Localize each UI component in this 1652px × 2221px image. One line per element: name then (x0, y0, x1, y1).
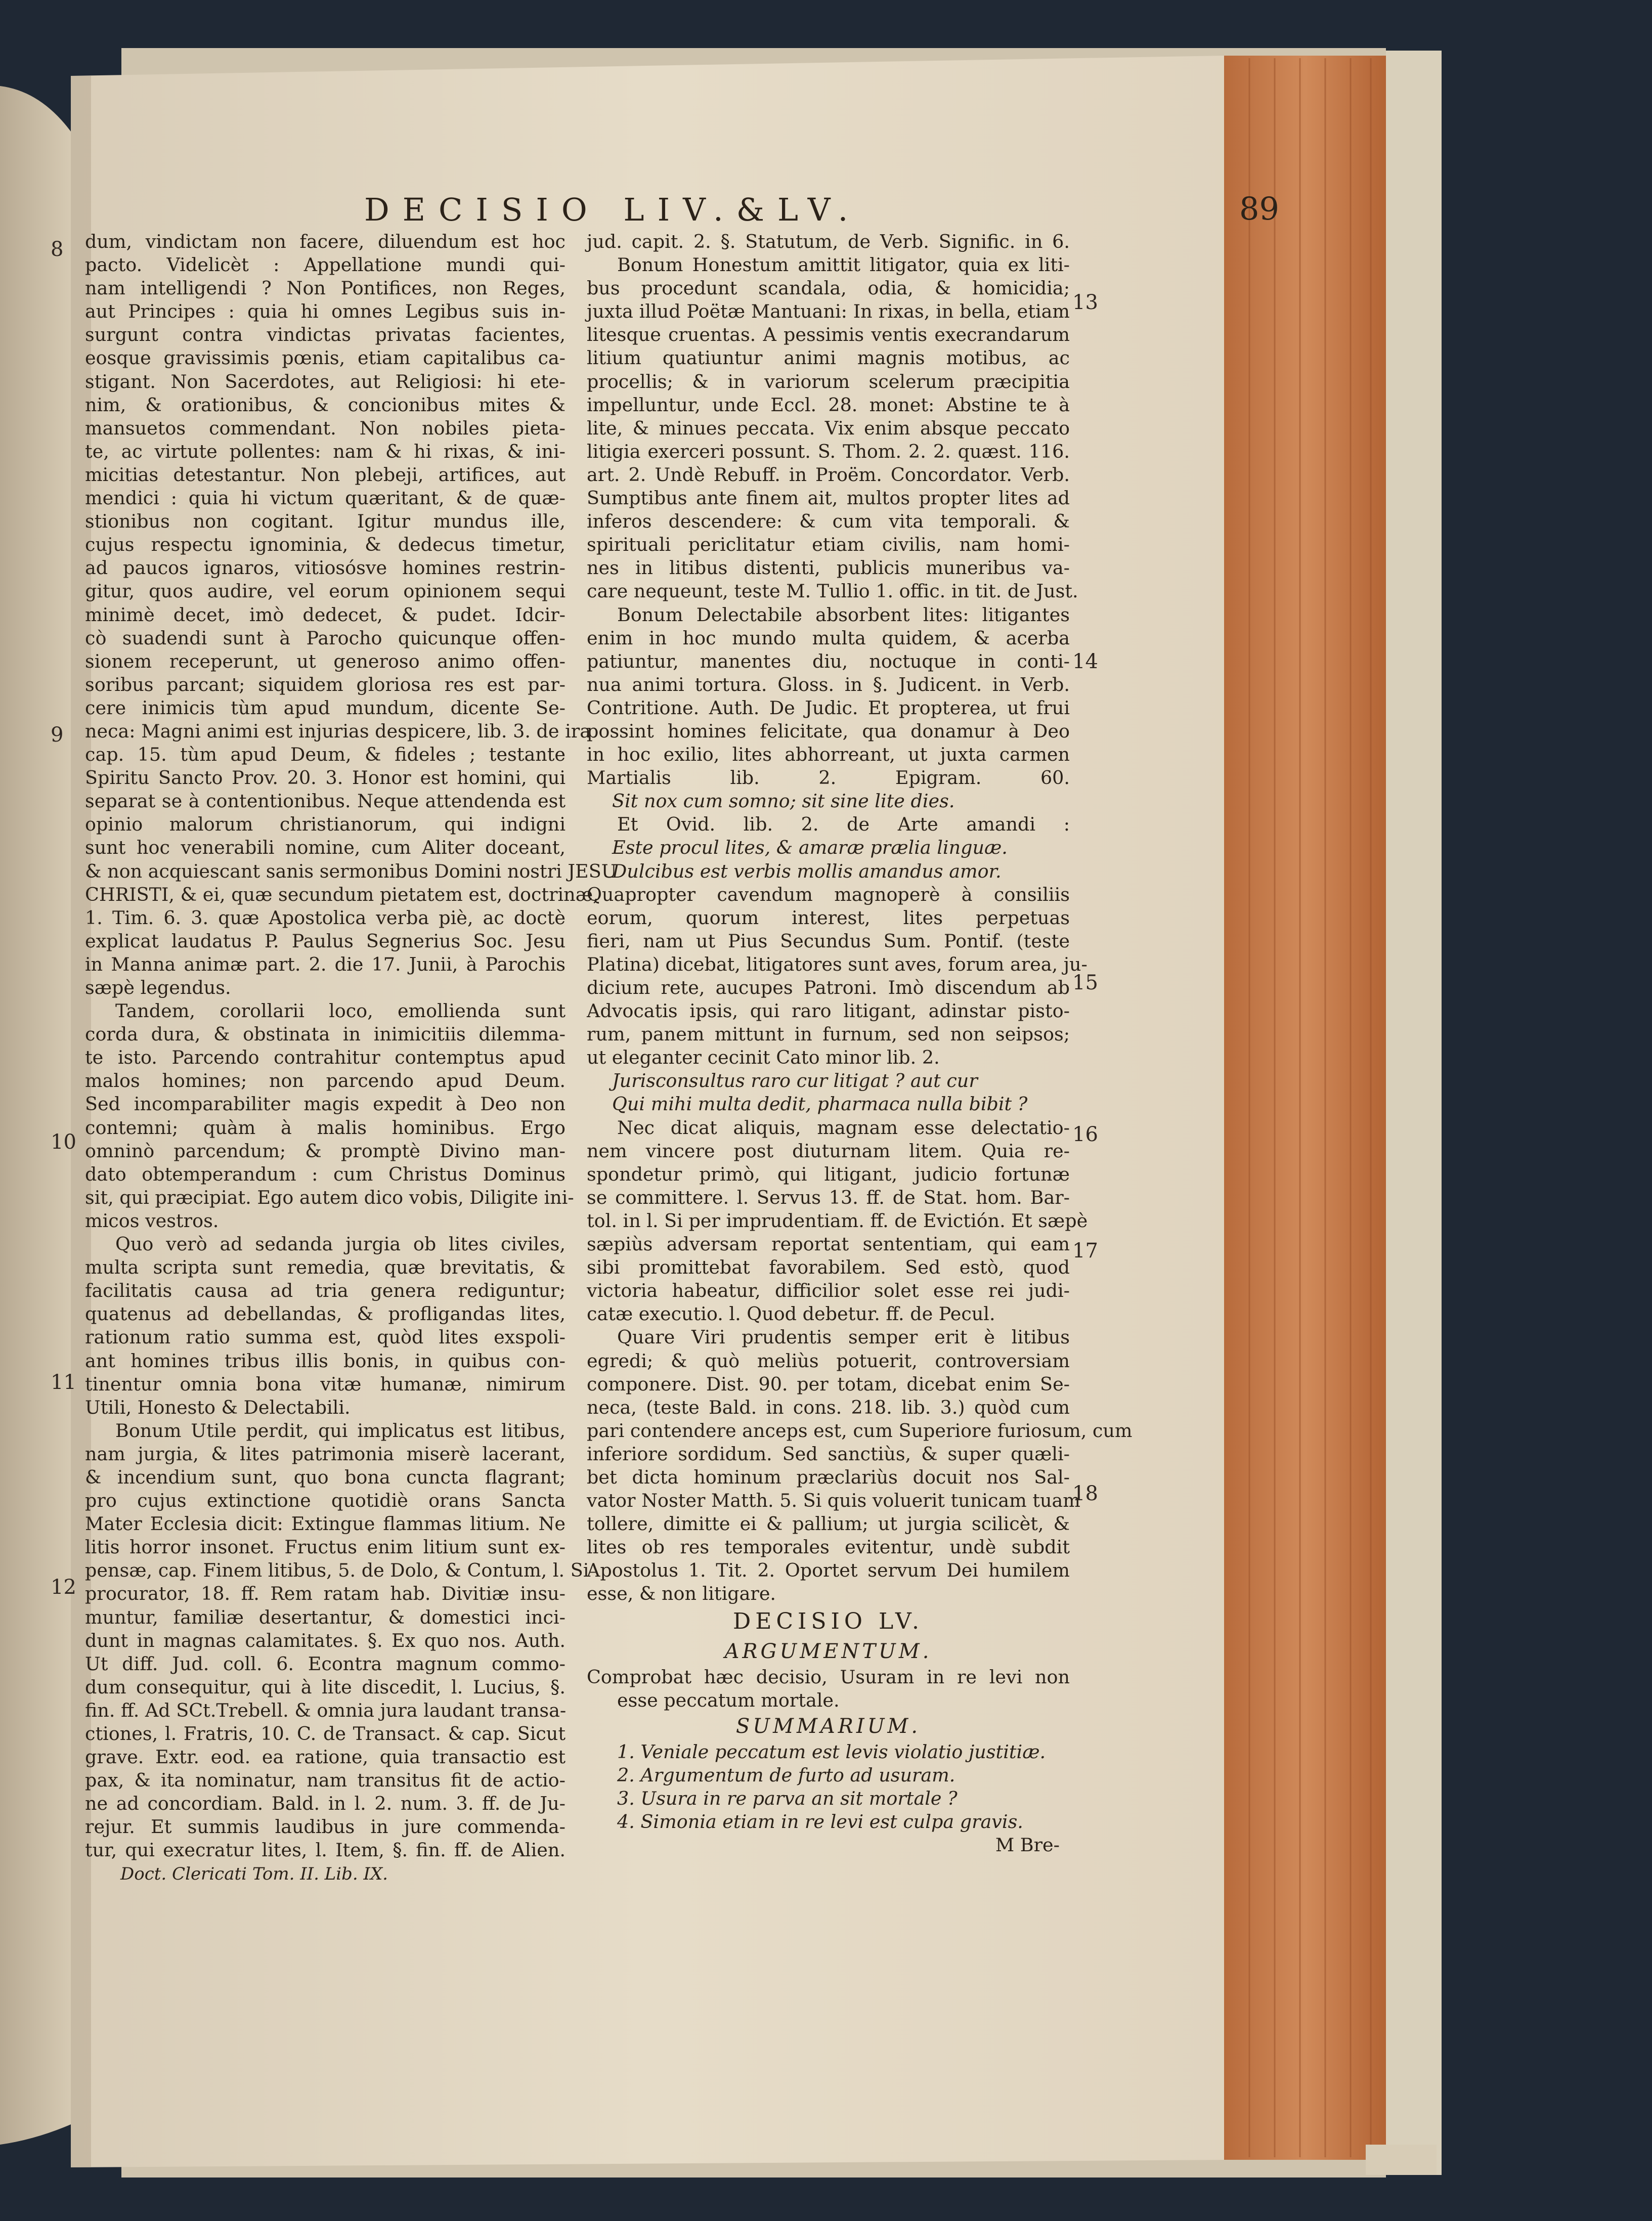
right-column-line: 4. Simonia etiam in re levi est culpa gravis. (617, 1811, 1023, 1833)
right-column-line: 3. Usura in re parva an sit mortale ? (617, 1787, 958, 1809)
left-column-line: surgunt contra vindictas privatas facientes, (85, 324, 566, 346)
right-column-line: Et Ovid. lib. 2. de Arte amandi : (617, 813, 1070, 836)
margin-number: 10 (51, 1130, 76, 1154)
left-column-line: cò suadendi sunt à Parocho quicunque offen- (85, 627, 566, 649)
right-column-line: in hoc exilio, lites abhorreant, ut juxta carmen (587, 744, 1070, 766)
right-column-line: art. 2. Undè Rebuff. in Proëm. Concordator. Verb. (587, 463, 1070, 486)
left-column-line: explicat laudatus P. Paulus Segnerius Soc. Jesu (85, 930, 566, 952)
left-column-line: Mater Ecclesia dicit: Extingue flammas litium. Ne (85, 1513, 566, 1535)
left-column-line: Doct. Clericati Tom. II. Lib. IX. (120, 1863, 388, 1884)
right-column-line: Bonum Honestum amittit litigator, quia ex liti- (617, 254, 1070, 276)
left-column-line: omninò parcendum; & promptè Divino man- (85, 1140, 566, 1162)
right-column-line: sæpiùs adversam reportat sententiam, qui eam (587, 1233, 1070, 1255)
right-column-line: bus procedunt scandala, odia, & homicidia; (587, 277, 1070, 299)
left-column-line: Ut diff. Jud. coll. 6. Econtra magnum commo- (85, 1652, 566, 1675)
right-column-line: Advocatis ipsis, qui raro litigant, adinstar pisto- (587, 1000, 1070, 1022)
left-column-line: & incendium sunt, quo bona cuncta flagrant; (85, 1466, 566, 1488)
left-column-line: 1. Tim. 6. 3. quæ Apostolica verba piè, ac doctè (85, 906, 566, 929)
left-column-line: cujus respectu ignominia, & dedecus timetur, (85, 534, 566, 556)
right-column-line: inferiore sordidum. Sed sanctiùs, & super quæli- (587, 1443, 1070, 1465)
right-column-line: 2. Argumentum de furto ad usuram. (617, 1764, 955, 1786)
right-column-line: Platina) dicebat, litigatores sunt aves, forum area, ju- (587, 953, 1088, 975)
left-column-line: grave. Extr. eod. ea ratione, quia transactio est (85, 1746, 566, 1768)
right-column-line: tollere, dimitte ei & pallium; ut jurgia scilicèt, & (587, 1513, 1070, 1535)
left-column-line: micos vestros. (85, 1209, 219, 1232)
left-column-line: nam intelligendi ? Non Pontifices, non Reges, (85, 277, 566, 299)
left-column-line: opinio malorum christianorum, qui indigni (85, 813, 566, 836)
right-column-line: fieri, nam ut Pius Secundus Sum. Pontif. (teste (587, 930, 1070, 952)
left-column-line: ad paucos ignaros, vitiosósve homines restrin- (85, 557, 566, 579)
left-column-line: & non acquiescant sanis sermonibus Domini nostri JESU (85, 860, 617, 882)
right-column-line: nes in litibus distenti, publicis muneribus va- (587, 557, 1070, 579)
margin-number: 8 (51, 238, 64, 261)
left-column-line: sæpè legendus. (85, 977, 231, 998)
right-column-line: Quapropter cavendum magnoperè à consiliis (587, 883, 1070, 905)
right-column-line: Comprobat hæc decisio, Usuram in re levi non (587, 1666, 1070, 1688)
right-column-line: impelluntur, unde Eccl. 28. monet: Abstine te à (587, 394, 1070, 416)
right-column-line: ut eleganter cecinit Cato minor lib. 2. (587, 1047, 940, 1069)
left-column-line: te, ac virtute pollentes: nam & hi rixas, & ini- (85, 440, 566, 462)
right-column-line: Este procul lites, & amaræ prælia linguæ. (612, 837, 1008, 859)
left-column-line: Quo verò ad sedanda jurgia ob lites civiles, (115, 1233, 566, 1255)
left-column-line: ne ad concordiam. Bald. in l. 2. num. 3. ff. de Ju- (85, 1793, 566, 1815)
right-column-line: neca, (teste Bald. in cons. 218. lib. 3.) quòd cum (587, 1396, 1070, 1418)
right-column-line: enim in hoc mundo multa quidem, & acerba (587, 627, 1070, 649)
right-column-line: componere. Dist. 90. per totam, dicebat enim Se- (587, 1373, 1070, 1395)
right-column-line: SUMMARIUM. (735, 1714, 921, 1738)
left-column-line: sunt hoc venerabili nomine, cum Aliter doceant, (85, 837, 566, 859)
left-column-line: te isto. Parcendo contrahitur contemptus apud (85, 1047, 566, 1069)
right-column-line: Martialis lib. 2. Epigram. 60. (587, 767, 1070, 789)
right-column-line: litesque cruentas. A pessimis ventis execrandarum (587, 324, 1070, 346)
right-column-line: se committere. l. Servus 13. ff. de Stat. hom. Bar- (587, 1186, 1070, 1208)
left-column-line: Utili, Honesto & Delectabili. (85, 1396, 351, 1418)
left-column-line: rejur. Et summis laudibus in jure commenda- (85, 1816, 566, 1838)
left-column-line: eosque gravissimis pœnis, etiam capitalibus ca- (85, 347, 566, 369)
margin-number: 12 (51, 1576, 76, 1599)
left-column-line: sionem receperunt, ut generoso animo offen- (85, 650, 566, 672)
left-column-line: mansuetos commendant. Non nobiles pieta- (85, 417, 566, 439)
left-column-line: ctiones, l. Fratris, 10. C. de Transact. & cap. Sicut (85, 1723, 566, 1745)
left-column-line: Tandem, corollarii loco, emollienda sunt (115, 1000, 566, 1022)
left-column-line: tinentur omnia bona vitæ humanæ, nimirum (85, 1373, 566, 1395)
left-column (85, 230, 617, 1975)
left-column-line: facilitatis causa ad tria genera rediguntur; (85, 1280, 566, 1302)
left-column-line: gitur, quos audire, vel eorum opinionem sequi (85, 580, 566, 602)
left-column-line: dato obtemperandum : cum Christus Dominus (85, 1163, 566, 1185)
right-column-line: Bonum Delectabile absorbent lites: litigantes (617, 603, 1070, 626)
left-column-line: pax, & ita nominatur, nam transitus fit de actio- (85, 1769, 566, 1792)
left-column-line: corda dura, & obstinata in inimicitiis dilemma- (85, 1023, 566, 1046)
margin-number: 11 (51, 1371, 76, 1394)
right-column-line: spondetur primò, qui litigant, judicio fortunæ (587, 1163, 1070, 1185)
right-column-line: nua animi tortura. Gloss. in §. Judicent. in Verb. (587, 673, 1070, 695)
margin-number: 17 (1072, 1239, 1098, 1262)
left-column-line: minimè decet, imò dedecet, & pudet. Idcir- (85, 603, 566, 626)
left-column-line: pensæ, cap. Finem litibus, 5. de Dolo, & Contum, l. Si (85, 1559, 589, 1582)
left-column-line: nim, & orationibus, & concionibus mites & (85, 394, 566, 416)
right-column-line: Sit nox cum somno; sit sine lite dies. (612, 790, 955, 812)
left-column-line: multa scripta sunt remedia, quæ brevitatis, & (85, 1256, 566, 1279)
left-column-line: cere inimicis tùm apud mundum, dicente Se- (85, 696, 566, 719)
right-column-line: catæ executio. l. Quod debetur. ff. de Pecul. (587, 1303, 995, 1325)
left-column-line: contemni; quàm à malis hominibus. Ergo (85, 1116, 566, 1139)
left-column-line: stigant. Non Sacerdotes, aut Religiosi: hi ete- (85, 370, 566, 393)
right-column-line: egredi; & quò meliùs potuerit, controversiam (587, 1349, 1070, 1372)
left-column-line: separat se à contentionibus. Neque attendenda est (85, 790, 566, 812)
left-column-line: fin. ff. Ad SCt.Trebell. & omnia jura laudant transa- (85, 1699, 567, 1721)
right-column-line: lite, & minues peccata. Vix enim absque peccato (587, 417, 1070, 439)
right-column-line: esse peccatum mortale. (617, 1689, 840, 1711)
right-column-line: dicium rete, aucupes Patroni. Imò discendum ab (587, 977, 1070, 998)
right-column-line: Apostolus 1. Tit. 2. Oportet servum Dei humilem (587, 1559, 1070, 1582)
left-column-line: malos homines; non parcendo apud Deum. (85, 1070, 566, 1092)
right-column-line: sibi promittebat favorabilem. Sed estò, quod (587, 1256, 1070, 1279)
left-column-line: micitias detestantur. Non plebeji, artifices, aut (85, 463, 566, 486)
left-column-line: stionibus non cogitant. Igitur mundus ille, (85, 510, 566, 533)
right-column-line: 1. Veniale peccatum est levis violatio justitiæ. (617, 1740, 1046, 1763)
margin-number: 14 (1072, 650, 1098, 673)
right-column-line: patiuntur, manentes diu, noctuque in conti- (587, 650, 1070, 672)
right-column-line: Contritione. Auth. De Judic. Et propterea, ut frui (587, 696, 1070, 719)
right-column-line: ARGUMENTUM. (724, 1639, 932, 1663)
right-column-line: procellis; & in variorum scelerum præcipitia (587, 370, 1070, 393)
right-column-line: litigia exerceri possunt. S. Thom. 2. 2. quæst. 116. (587, 440, 1070, 462)
left-column-line: nam jurgia, & lites patrimonia miserè lacerant, (85, 1443, 566, 1465)
right-column-line: inferos descendere: & cum vita temporali. & (587, 510, 1070, 533)
left-column-line: dum consequitur, qui à lite discedit, l. Lucius, §. (85, 1676, 566, 1698)
left-column-line: dunt in magnas calamitates. §. Ex quo nos. Auth. (85, 1629, 566, 1651)
margin-number: 9 (51, 723, 64, 747)
left-column-line: soribus parcant; siquidem gloriosa res est par- (85, 673, 566, 695)
right-column-line: Qui mihi multa dedit, pharmaca nulla bibit ? (612, 1093, 1028, 1115)
right-column-line: bet dicta hominum præclariùs docuit nos Sal- (587, 1466, 1070, 1488)
running-title: DECISIO LIV.&LV. (364, 191, 861, 228)
right-column-line: Nec dicat aliquis, magnam esse delectatio- (617, 1116, 1070, 1139)
right-column-line: rum, panem mittunt in furnum, sed non seipsos; (587, 1023, 1070, 1046)
left-column-line: aut Principes : quia hi omnes Legibus suis in- (85, 300, 566, 323)
right-column-line: victoria habeatur, difficilior solet esse rei judi- (587, 1280, 1070, 1302)
left-column-line: dum, vindictam non facere, diluendum est hoc (85, 231, 566, 252)
left-column-line: in Manna animæ part. 2. die 17. Junii, à Parochis (85, 953, 566, 975)
right-column-line: care nequeunt, teste M. Tullio 1. offic. in tit. de Just. (587, 580, 1078, 602)
right-column-line: possint homines felicitate, qua donamur à Deo (587, 720, 1070, 742)
page-number: 89 (1239, 190, 1279, 227)
right-column-line: litium quatiuntur animi magnis motibus, ac (587, 347, 1070, 369)
left-column-line: Sed incomparabiliter magis expedit à Deo non (85, 1093, 566, 1115)
right-column-line: nem vincere post diuturnam litem. Quia re- (587, 1140, 1070, 1162)
margin-number: 15 (1072, 971, 1098, 994)
right-column-line: Quare Viri prudentis semper erit è litibus (617, 1326, 1070, 1348)
left-column-line: rationum ratio summa est, quòd lites exspoli- (85, 1326, 566, 1348)
left-column-line: ant homines tribus illis bonis, in quibus con- (85, 1349, 566, 1372)
left-column-line: litis horror insonet. Fructus enim litium sunt ex- (85, 1536, 566, 1558)
left-column-line: Bonum Utile perdit, qui implicatus est litibus, (115, 1419, 566, 1442)
right-column-line: pari contendere anceps est, cum Superiore furiosum, cum (587, 1419, 1133, 1442)
right-column-line: eorum, quorum interest, lites perpetuas (587, 906, 1070, 929)
right-column-line: lites ob res temporales evitentur, undè subdit (587, 1536, 1070, 1558)
right-column-line: tol. in l. Si per imprudentiam. ff. de Evictión. Et sæpè (587, 1209, 1088, 1232)
right-column-line: spirituali periclitatur etiam civilis, nam homi- (587, 534, 1070, 556)
left-column-line: CHRISTI, & ei, quæ secundum pietatem est, doctrinæ, (85, 883, 599, 905)
right-column-line: jud. capit. 2. §. Statutum, de Verb. Signific. in 6. (587, 231, 1070, 252)
margin-number: 16 (1072, 1123, 1098, 1146)
right-column-line: M Bre- (995, 1834, 1060, 1856)
margin-number: 13 (1072, 291, 1098, 314)
right-column-line: esse, & non litigare. (587, 1583, 776, 1605)
left-column-line: pro cujus extinctione quotidiè orans Sancta (85, 1490, 566, 1512)
right-column-line: vator Noster Matth. 5. Si quis voluerit tunicam tuam (587, 1490, 1080, 1512)
right-column-line: Dulcibus est verbis mollis amandus amor. (612, 860, 1002, 882)
left-column-line: neca: Magni animi est injurias despicere, lib. 3. de ira (85, 720, 591, 742)
margin-number: 18 (1072, 1482, 1098, 1505)
right-column-line: Jurisconsultus raro cur litigat ? aut cur (612, 1070, 978, 1092)
left-column-line: cap. 15. tùm apud Deum, & fideles ; testante (85, 744, 566, 766)
left-column-line: quatenus ad debellandas, & profligandas lites, (85, 1303, 566, 1325)
left-column-line: muntur, familiæ desertantur, & domestici inci- (85, 1606, 566, 1628)
right-column-line: DECISIO LV. (732, 1608, 924, 1634)
right-column-line: Sumptibus ante finem ait, multos propter lites ad (587, 487, 1070, 509)
left-column-line: procurator, 18. ff. Rem ratam hab. Divitiæ insu- (85, 1583, 566, 1605)
left-column-line: sit, qui præcipiat. Ego autem dico vobis, Diligite ini- (85, 1186, 574, 1208)
left-column-line: pacto. Videlicèt : Appellatione mundi qui- (85, 254, 566, 276)
left-column-line: mendici : quia hi victum quæritant, & de quæ- (85, 487, 566, 509)
right-column-line: juxta illud Poëtæ Mantuani: In rixas, in bella, etiam (587, 300, 1070, 323)
left-column-line: tur, qui execratur lites, l. Item, §. fin. ff. de Alien. (85, 1839, 566, 1861)
left-column-line: Spiritu Sancto Prov. 20. 3. Honor est homini, qui (85, 767, 566, 789)
